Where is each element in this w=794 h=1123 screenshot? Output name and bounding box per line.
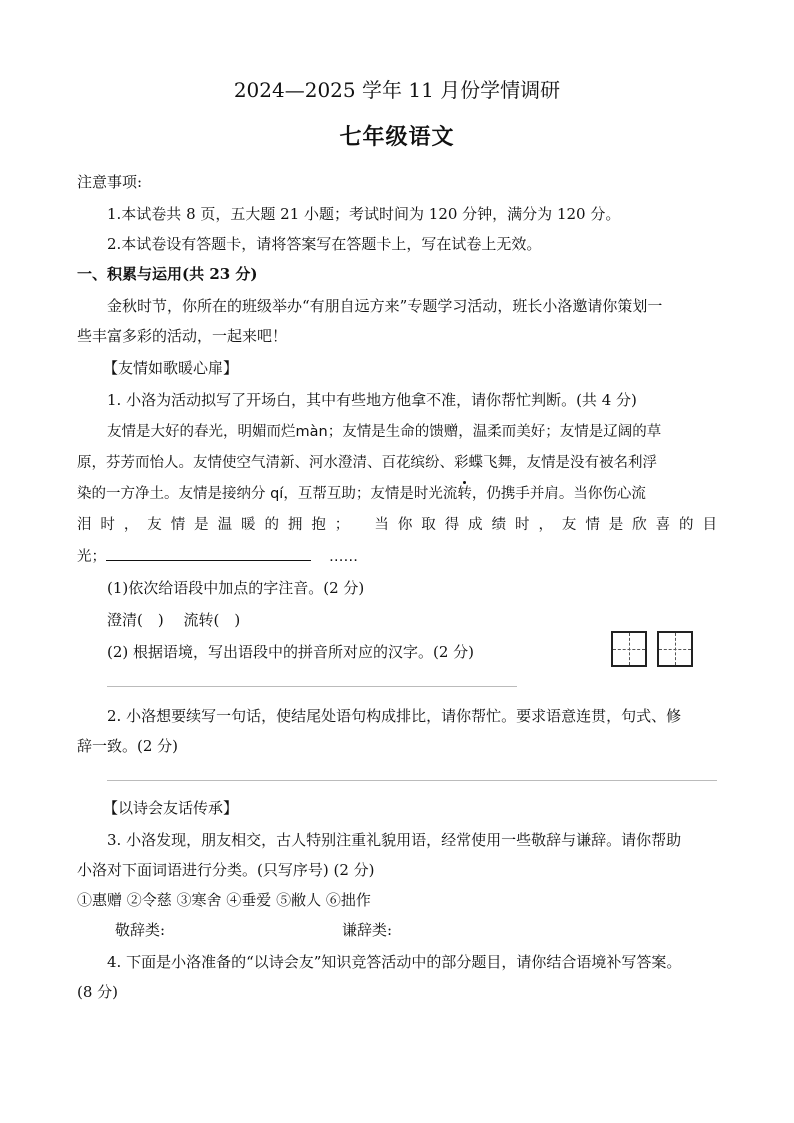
humble-words-label: 谦辞类:	[342, 921, 393, 939]
question-1: 1. 小洛为活动拟写了开场白，其中有些地方他拿不准，请你帮忙判断。(共 4 分)	[107, 391, 637, 409]
dotted-char: 转	[457, 486, 472, 502]
notes-item-1: 1.本试卷共 8 页，五大题 21 小题；考试时间为 120 分钟，满分为 120 分。	[107, 205, 621, 223]
exam-title: 2024—2025 学年 11 月份学情调研	[233, 78, 561, 102]
exam-subtitle: 七年级语文	[339, 124, 455, 150]
notes-heading: 注意事项:	[77, 173, 143, 191]
section-heading: 一、积累与运用(共 23 分)	[77, 265, 258, 283]
fill-in-blank[interactable]	[106, 546, 311, 561]
writing-grid-1[interactable]	[611, 631, 647, 667]
passage-line-3-end: ，仍携手并肩。当你伤心流	[471, 486, 646, 502]
answer-line-2[interactable]	[107, 780, 717, 781]
question-4-line-2: (8 分)	[77, 983, 119, 1001]
question-2-line-1: 2. 小洛想要续写一句话，使结尾处语句构成排比，请你帮忙。要求语意连贯，句式、修	[107, 707, 682, 725]
question-1-2: (2) 根据语境，写出语段中的拼音所对应的汉字。(2 分)	[107, 643, 475, 661]
passage-line-4: 泪时，友情是温暖的拥抱； 当你取得成绩时，友情是欣喜的目	[77, 517, 717, 533]
answer-line-1-2[interactable]	[107, 686, 517, 687]
intro-line-2: 些丰富多彩的活动，一起来吧！	[77, 327, 288, 345]
question-1-1-answers: 澄清( ) 流转( )	[107, 611, 241, 629]
passage-line-3	[77, 484, 646, 504]
question-3-line-2: 小洛对下面词语进行分类。(只写序号) (2 分)	[77, 861, 375, 879]
passage-line-2: 原，芬芳而怡人。友情使空气清新、河水澄清、百花缤纷、彩蝶飞舞，友情是没有被名利浮	[77, 455, 657, 471]
passage-line-3-start: 染的一方净土。友情是接纳分 qí，互帮互助；友情是时光流	[77, 486, 458, 502]
passage-line-5	[77, 546, 358, 567]
question-2-line-2: 辞一致。(2 分)	[77, 737, 179, 755]
writing-grid-2[interactable]	[657, 631, 693, 667]
subsection-heading-2: 【以诗会友话传承】	[103, 799, 239, 817]
notes-item-2: 2.本试卷设有答题卡，请将答案写在答题卡上，写在试卷上无效。	[107, 235, 542, 253]
question-3-options: ①惠赠 ②令慈 ③寒舍 ④垂爱 ⑤敝人 ⑥拙作	[77, 891, 371, 909]
intro-line-1: 金秋时节，你所在的班级举办“有朋自远方来”专题学习活动，班长小洛邀请你策划一	[107, 297, 663, 315]
passage-line-1: 友情是大好的春光，明媚而烂màn；友情是生命的馈赠，温柔而美好；友情是辽阔的草	[107, 424, 662, 440]
respect-words-label: 敬辞类:	[115, 921, 166, 939]
question-1-1: (1)依次给语段中加点的字注音。(2 分)	[107, 579, 365, 597]
passage-line-5-start: 光；	[77, 549, 106, 565]
question-3-line-1: 3. 小洛发现，朋友相交，古人特别注重礼貌用语，经常使用一些敬辞与谦辞。请你帮助	[107, 831, 682, 849]
question-4-line-1: 4. 下面是小洛准备的“以诗会友”知识竞答活动中的部分题目，请你结合语境补写答案。	[107, 953, 682, 971]
ellipsis: ……	[329, 549, 358, 565]
subsection-heading-1: 【友情如歌暖心扉】	[103, 359, 239, 377]
